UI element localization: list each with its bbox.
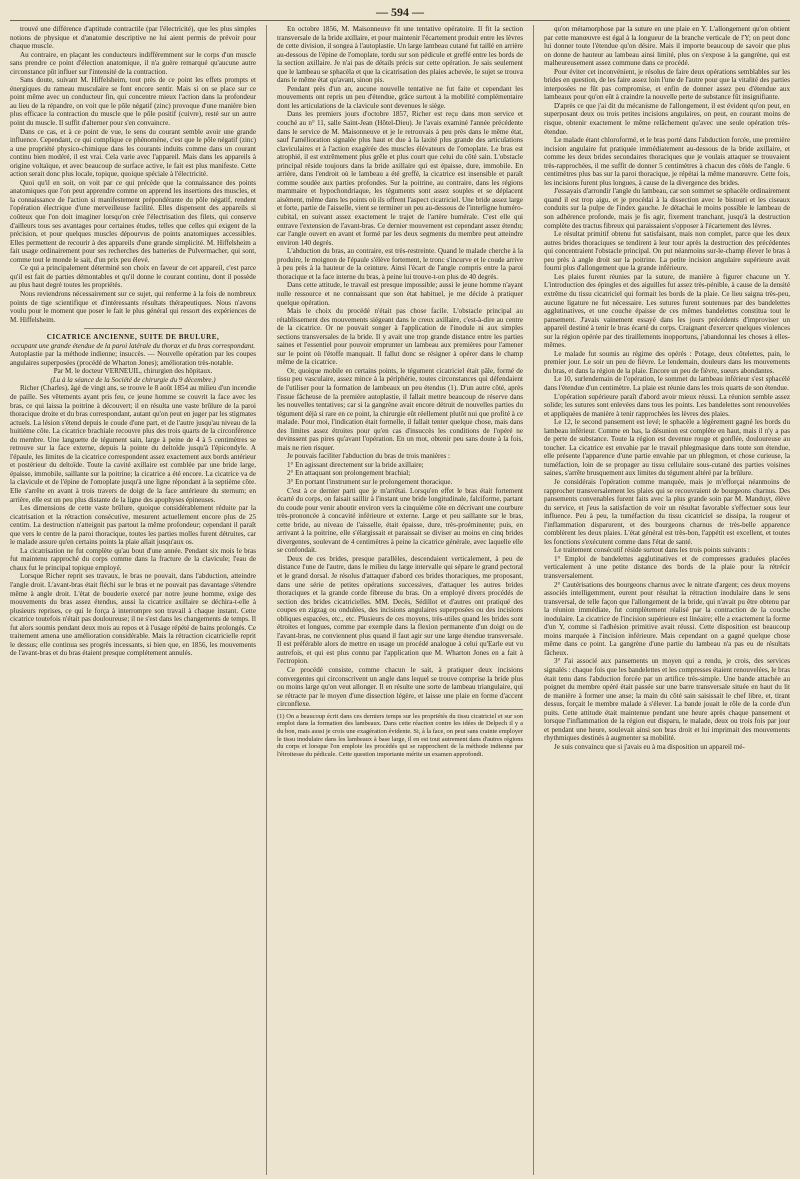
paragraph: qu'on métamorphose par la suture en une plaie en Y. L'allongement qu'on obtient par cette manœuvre est égal à la longueur de la branche verticale de l'Y; on peut donc lui donner toute l'étendue qu'on désire. Mais il importe beaucoup de savoir que plus on donne de hauteur au lambeau ainsi limité, plus on s'expose à la gangrène, qui est malheureusement assez commune dans ce procédé. (544, 25, 790, 68)
paragraph: Je pouvais faciliter l'abduction du bras de trois manières : (287, 452, 451, 461)
paragraph: Ce qui a principalement déterminé son choix en faveur de cet appareil, c'est parce qu'il est fait de parties démontables et qu'il donne le courant continu, dont il possède au plus haut degré toutes les propriétés. (10, 264, 256, 290)
column-middle-paragraphs (277, 25, 523, 709)
article-subheading: occupant une grande étendue de la paroi latérale du thorax et du bras correspondant. (10, 341, 256, 350)
paragraph: Je considérais l'opération comme manquée, mais je m'efforçai néanmoins de rapprocher transversalement les plaies qui se recouvraient de bourgeons charnus. Des pansements convenables furent faits avec la plus grande soin par M. Manduyt, élève du service, et j'eus la satisfaction de voir un résultat favorable s'effectuer sous leur influence. Peu à peu, la tuméfaction du tissu cicatriciel se dissipa, la rougeur et l'inflammation disparurent, et des bourgeons charnus de très-belle apparence comblèrent les deux plaies. L'état général est très-bon, l'appétit est excellent, et toutes les fonctions s'exécutent comme dans l'état de santé. (544, 477, 790, 546)
article-author: Par M. le docteur VERNEUIL, chirurgien des hôpitaux. (53, 367, 213, 376)
article-summary: Autoplastie par la méthode indienne; insuccès. — Nouvelle opération par les coupes angulaires superposées (procédé de Wharton Jones); amélioration très-notable. (10, 350, 256, 367)
paragraph: L'abduction du bras, au contraire, est très-restreinte. Quand le malade cherche à la produire, le moignon de l'épaule s'élève fortement, le tronc s'incurve et le coude arrive à peu près à la hauteur de la ceinture. Ainsi l'écart de l'angle compris entre la paroi thoracique et la face interne du bras, à peine lui trouve-t-on plus de 40 degrés. (277, 247, 523, 281)
paragraph: La cicatrisation ne fut complète qu'au bout d'une année. Pendant six mois le bras fut maintenu rapproché du corps comme dans la fracture de la clavicule; l'eau de chaux fut le principal topique employé. (10, 546, 256, 572)
footnote: (1) On a beaucoup écrit dans ces derniers temps sur les propriétés du tissu cicatriciel et sur son emploi dans la formation des lambeaux. Dans cette réaction contre les idées de Delpech il y a du bon, mais aussi je crois une exagération évidente. Si, à la face, on peut sans crainte employer le tissu inodulaire dans les lambeaux à base large, il en est tout autrement dans d'autres régions du corps et lorsque l'on emploie les procédés qui se rapprochent de la méthode indienne par l'étroitesse du pédicule. Cette question importante mérite un examen approfondi. (277, 709, 523, 759)
paragraph: Deux de ces brides, presque parallèles, descendaient verticalement, à peu de distance l'une de l'autre, dans le milieu du large intervalle qui sépare le grand pectoral et le grand dorsal. Je résolus d'attaquer d'abord ces brides thoraciques, me proposant, dans une série de petites opérations successives, d'attaquer les autres brides thoraciques et la grande corde fibreuse du bras. On a employé divers procédés de section des brides cicatricielles. MM. Decès, Sédillot et d'autres ont pratiqué des coupes en zigzag ou ondulées, des incisions angulaires superposées ou des incisions obliques espacées, etc., etc. Plusieurs de ces moyens, très-utiles quand les brides sont étroites et longues, comme par exemple dans la flexion permanente d'un doigt ou de l'avant-bras, ne conviennent plus quand il faut agir sur une large étendue transversale. Il est préférable alors de mettre en usage un procédé analogue à celui qu'Earle eut vu autrefois, et qui est plus connu par l'application que M. Wharton Jones en a fait à l'ectropion. (277, 554, 523, 666)
paragraph: 3° J'ai associé aux pansements un moyen qui a rendu, je crois, des services signalés : chaque fois que les bandelettes et les compresses étaient renouvelées, le bras était tenu dans l'abduction forcée par un artifice très-simple. Une bande attachée au poignet du membre opéré était passée sur une barre transversale située en haut du lit de manière à former une anse; la main du côté sain saisissait le chef libre, et, tirant dessus, forçait le membre malade à s'élever. La bande jouait le rôle de la corde d'un puits. Cette attitude était maintenue pendant une heure après chaque pansement et lorsque l'inflammation de la région eut disparu, le malade, deux ou trois fois par jour et pendant une heure, soulevait ainsi son bras droit et lui imprimait des mouvements rhythmiques destinés à augmenter sa mobilité. (544, 657, 790, 743)
paragraph: En octobre 1856, M. Maisonneuve fit une tentative opératoire. Il fit la section transversale de la bride axillaire, et pour maintenir l'écartement produit entre les lèvres de cette division, il songea à l'autoplastie. Un large lambeau cutané fut taillé en arrière au-dessous de l'épine de l'omoplate, tordu sur son pédicule et greffé entre les bords de la section axillaire. Je n'ai pas de détails précis sur cette opération. Je sais seulement que le lambeau se sphacéla et que la cicatrisation des plaies achevée, le sujet se trouva dans le même état qu'avant, sinon pis. (277, 25, 523, 85)
paragraph: J'essayais d'arrondir l'angle du lambeau, car son sommet se sphacèle ordinairement quand il est trop aigu, et je procédai à la dissection avec le bistouri et les ciseaux conduits sur la pulpe de l'index gauche. Je détachai le moins possible le lambeau de son adhérence profonde, mais je fis agir, fixement tranchant, jusqu'à la destruction complète des tractus fibreux qui paraissaient s'opposer à l'écartement des lèvres. (544, 187, 790, 230)
paragraph: Mais le choix du procédé n'était pas chose facile. L'obstacle principal au rétablissement des mouvements siégeant dans le creux axillaire, c'est-à-dire au centre de la cicatrice. Or ne pouvait songer à l'application de l'inodule ni aux simples sections transversales de la bride. Il y avait une trop grande distance entre les parties saines et l'essentiel pour pouvoir emprunter un lambeau aux premières pour l'amener sur le point où l'étoffe manquait. Il fallut donc se résigner à opérer dans le champ même de la cicatrice. (277, 307, 523, 367)
paragraph: D'après ce que j'ai dit du mécanisme de l'allongement, il est évident qu'on peut, en superposant deux ou trois petites incisions angulaires, on peut, en courant moins de risque, obtenir exactement le même relâchement qu'avec une seule opération très-étendue. (544, 101, 790, 136)
paragraph: Lorsque Richer reprit ses travaux, le bras ne pouvait, dans l'abduction, atteindre l'angle droit. L'avant-bras était fléchi sur le bras et ne pouvait pas davantage s'étendre même à angle droit. L'état de bouderie exercé par notre jeune homme, exige des mouvements du bras assez étendus, aussi la cicatrice axillaire se déchira-t-elle à plusieurs reprises, ce qui le força à interrompre son travail à chaque instant. Cette cicatrice toutefois n'était pas douloureuse; il ne s'est dans les changements de temps. Il fut alors soumis pendant deux mois au repos et à l'usage répété de bains prolongés. Ce traitement amena une amélioration considérable. Mais la rétraction cicatricielle reprit le dessus; elle continua ses progrès incessants, si bien que, en 1856, les mouvements de l'avant-bras et du bras étaient presque complétement annulés. (10, 572, 256, 658)
column-right (544, 25, 790, 1175)
header-rule (10, 20, 790, 21)
paragraph: 3° En portant l'instrument sur le prolongement thoracique. (287, 477, 453, 486)
column-left-paragraphs (10, 25, 256, 324)
paragraph: L'opération supérieure paraît d'abord avoir mieux réussi. La réunion semble assez solide; les sutures sont enlevées dans tous les points. Les bandelettes sont renouvelées et appliquées de manière à tenir rapprochées les lèvres des plaies. (544, 392, 790, 418)
paragraph: Le malade fut soumis au régime des opérés : Potage, deux côtelettes, pain, le premier jour. Le soir un peu de fièvre. Le lendemain, douleurs dans les mouvements du bras, et dans la région de la plaie. Encore un peu de fièvre, sueurs abondantes. (544, 349, 790, 375)
paragraph: Dans ce cas, et à ce point de vue, le sens du courant semble avoir une grande influence. Cependant, ce qui complique ce phénomène, c'est que le pôle négatif (zinc) a une propriété physico-chimique dans les courants induits comme dans un courant continu bien modéré, il est vrai. Cela varie avec l'appareil. Mais dans les appareils à origine voltaïque, et avec beaucoup de surface active, le fait est plus manifeste. Cette action serait donc plus locale, topique, quoique spéciale à l'électricité. (10, 127, 256, 179)
paragraph: trouvé une différence d'aptitude contractile (par l'électricité), que les plus simples notions de physique et d'anatomie descriptive ne lui aient permis de prévoir pour chaque muscle. (10, 25, 256, 51)
paragraph: Le malade étant chloroformé, et le bras porté dans l'abduction forcée, une première incision angulaire fut pratiquée immédiatement au-dessous de la bride axillaire, et comme les deux brides secondaires thoraciques que je voulais attaquer se trouvaient très-rapprochées, il me suffit de donner 5 centimètres à chacun des côtés de l'angle. 6 centimètres plus bas sur la paroi thoracique, je répétai la même manœuvre. Cette fois, les incisions furent plus longues, à cause de la divergence des brides. (544, 136, 790, 187)
page-number: — 594 — (376, 5, 424, 19)
paragraph: Quoi qu'il en soit, on voit par ce qui précède que la connaissance des points anatomiques que l'on peut apprendre comme on apprend les insertions des muscles, et la connaissance de l'action si manifestement prépondérante du pôle négatif, rendent l'opération électrique d'une merveilleuse facilité. Elles dispensent des appareils si coûteux que l'on doit imaginer lorsqu'on crée l'électrisation des filets, qui conserve d'ailleurs tous ses avantages pour certaines études, telles que celles qui exigent de la précision, et pour quelques muscles dépourvus de points anatomiques accessibles. Elles permettent de recourir à des appareils d'une grande simplicité. M. Hiffelsheim a fait usage ordinairement pour ses recherches des batteries de Pulvermacher, qui sont, comme tout le monde le sait, d'un prix peu élevé. (10, 178, 256, 264)
column-separator (266, 25, 267, 1175)
paragraph: Le 12, le second pansement est levé; le sphacèle a légèrement gagné les bords du lambeau inférieur. Comme en bas, la désunion est complète en haut, mais il n'y a pas de perte de substance. Toute la région est devenue rouge et gonflée, douloureuse au toucher. La cicatrice est envahie par le travail phlegmasique dans toute son étendue, elle présente l'apparence d'une partie envahie par un phlegmon, et chose curieuse, la tuméfaction, loin de se propager au tissu cellulaire sous-cutané des parties voisines saines, s'arrête brusquement aux limites du tégument altéré par la brûlure. (544, 418, 790, 478)
paragraph: Richer (Charles), âgé de vingt ans, se trouve le 8 août 1854 au milieu d'un incendie de paille. Ses vêtements ayant pris feu, ce jeune homme se couvrit la face avec les bras, ce qui laissa la poitrine à découvert; il en résulta une vaste brûlure de la paroi thoracique droite et du bras correspondant, autant qu'on peut en juger par les stigmates actuels. La lésion s'étend depuis le coude d'une part, et de l'autre jusqu'au niveau de la huitième côte. La cicatrice brachiale recouvre plus des trois quarts de la circonférence du membre. Une languette de tégument sain, large à peine de 4 à 5 centimètres se retrouve sur la face externe, depuis la pointe du deltoïde jusqu'à l'épicondyle. A l'épaule, les limites de la cicatrice correspondent assez exactement aux bords antérieur et postérieur du deltoïde. Toute la cavité axillaire est comblée par une bride large, épaisse, immobile, saillante sur la poitrine; la cicatrice a été encore. La cicatrice va de la clavicule et de l'épine de l'omoplate jusqu'à une ligne répondant à la septième côte. Elle s'arrête en avant à trois travers de doigt de la face antérieure du sternum; en arrière, elle est un peu plus distante de la ligne des apophyses épineuses. (10, 384, 256, 504)
paragraph: C'est à ce dernier parti que je m'arrêtai. Lorsqu'en effet le bras était fortement écarté du corps, on faisait saillir à l'instant une bride longitudinale, falciforme, partant du coude pour venir aboutir environ vers la cinquième côte en décrivant une courbure très-prononcée à concavité inférieure et externe. Large et peu saillante sur le bras, cette bride, au niveau de l'aisselle, était épaisse, dure, très-proéminente; puis, en arrivant à la poitrine, elle s'élargissait et paraissait se diviser au moins en cinq brides divergentes, soulevant de 4 centimètres à peine la cicatrice générale, avec laquelle elle se confondait. (277, 486, 523, 555)
paragraph: 2° Cautérisations des bourgeons charnus avec le nitrate d'argent; ces deux moyens associés intelligemment, eurent pour résultat la rétraction inodulaire dans le sens transversal, de telle façon que l'allongement de la bride, qui n'avait pu être obtenu par la réunion immédiate, fut complètement réalisé par la contraction de la couche inodulaire. La cicatrice de l'incision supérieure est linéaire; elle a exactement la forme d'un Y, comme si l'adhésion primitive avait réussi. Cette disposition est beaucoup moins marquée à l'incision inférieure. Mais cependant on a gagné quelque chose même dans ce point. La gangrène d'une partie du lambeau n'a pas eu de résultats fâcheux. (544, 580, 790, 657)
column-left-article-paragraphs (10, 384, 256, 658)
column-separator (533, 25, 534, 1175)
paragraph: Le traitement consécutif réside surtout dans les trois points suivants : (554, 546, 750, 555)
paragraph: Pendant près d'un an, aucune nouvelle tentative ne fut faite et cependant les mouvements ont repris un peu d'étendue, grâce surtout à la mobilité complémentaire dont les articulations de la clavicule sont devenues le siège. (277, 84, 523, 110)
paragraph: Nous reviendrons nécessairement sur ce sujet, qui renferme à la fois de nombreux points de tige scientifique et d'intéressants résultats thérapeutiques. Nous n'avons voulu pour le moment que poser le fait le plus général qui ressort des expériences de M. Hiffelsheim. (10, 289, 256, 324)
column-left (10, 25, 256, 1175)
text-columns (10, 25, 790, 1175)
paragraph: 1° Emploi de bandelettes agglutinatives et de compresses graduées placées verticalement à une petite distance des bords de la plaie pour la rétrécir transversalement. (544, 554, 790, 580)
paragraph: Le 10, surlendemain de l'opération, le sommet du lambeau inférieur s'est sphacélé dans l'étendue d'un centimètre. La plaie est réunie dans les trois quarts de son étendue. (544, 375, 790, 392)
paragraph: Dans les premiers jours d'octobre 1857, Richer est reçu dans mon service et couché au n° 11, salle Saint-Jean (Hôtel-Dieu). Je l'avais examiné l'année précédente dans le service de M. Maisonneuve et je le retrouvais à peu près dans le même état, sauf l'amélioration signalée plus haut et due à la laxité plus grande des articulations claviculaires et à l'action exagérée des muscles élévateurs de l'omoplate. Le bras est atrophié, il est extrêmement plus grêle et plus court que celui du côté sain. L'obstacle principal réside toujours dans la bride axillaire qui est épaisse, dure, immobile. En arrière, dans l'endroit où le lambeau a été greffé, la cicatrice est insensible et paraît comme soudée aux parties profondes. Sur la poitrine, au contraire, dans les régions mammaire et hypochondriaque, les téguments sont assez souples et se déplacent aisément, même dans les points où ils offrent l'aspect cicatriciel. Une bride assez large et forte, partie de l'aisselle, vient se terminer un peu au-dessous de l'interligne huméro-cubital, en suivant assez exactement le trajet de l'artère humérale. C'est elle qui entrave l'extension de l'avant-bras. Ce dernier mouvement est cependant assez étendu; car l'angle ouvert en avant et formé par les deux segments du membre peut atteindre environ 140 degrés. (277, 110, 523, 247)
paragraph: Le résultat primitif obtenu fut satisfaisant, mais non complet, parce que les deux autres brides thoraciques se tendirent à leur tour après la destruction des précédentes qui concentraient l'obstacle principal. On put néanmoins sur-le-champ élever le bras à peu près à angle droit sur la poitrine. La petite incision angulaire supérieure avait fourni plus d'allongement que la grande inférieure. (544, 230, 790, 273)
paragraph: Pour éviter cet inconvénient, je résolus de faire deux opérations semblables sur les brides en question, de les faire assez loin l'une de l'autre pour que la vitalité des parties interposées ne fût pas compromise, et enfin de donner assez peu d'étendue aux lambeaux pour qu'on eût à craindre la nouvelle perte de substance fût insignifiante. (544, 67, 790, 102)
paragraph: Les dimensions de cette vaste brûlure, quoique considérablement réduite par la cicatrisation et la rétraction consécutive, mesurent actuellement encore plus de 25 centim. La destruction n'atteignit pas partout la même profondeur; cependant il paraît que vers le centre de la paroi thoracique, toutes les parties molles furent détruites, car le malade assure qu'en certains points la plaie allait jusqu'aux os. (10, 504, 256, 547)
paragraph: 2° En attaquant son prolongement brachial; (287, 469, 411, 478)
paragraph: Or, quoique mobile en certains points, le tégument cicatriciel était pâle, formé de tissu peu vasculaire, assez mince à la périphérie, toutes circonstances qui défendaient de l'utiliser pour la formation de lambeaux un peu étendus (1). D'un autre côté, après l'issue fâcheuse de la première autoplastie, il fallait mettre beaucoup de réserve dans les nouvelles tentatives; car si la gangrène avait encore détruit de nouvelles parties du tégument déjà si rare en ce point, la chirurgie eût réellement plutôt nui que profité à ce malade. Pour moi, l'indication était formelle, il fallait tenter quelque chose, mais dans des limites assez étroites pour qu'en cas d'insuccès les conditions de l'opéré ne devinssent pas pires qu'avant l'opération. En un mot, obtenir peu sans doute à la fois, mais ne rien risquer. (277, 366, 523, 452)
paragraph: Ce procédé consiste, comme chacun le sait, à pratiquer deux incisions convergentes qui circonscrivent un angle dans lequel se trouve comprise la bride plus ou moins large qu'on veut allonger. Il en résulte une sorte de lambeau triangulaire, qui se rétracte par le moyen d'une dissection légère, et laisse une plaie en forme d'accent circonflexe. (277, 666, 523, 709)
paragraph: Au contraire, en plaçant les conducteurs indifféremment sur le corps d'un muscle sans prendre ce point d'élection anatomique, il n'a guère remarqué qu'aucune autre circonstance pût influer sur l'intensité de la contraction. (10, 50, 256, 76)
section-divider (84, 328, 182, 329)
paragraph: 1° En agissant directement sur la bride axillaire; (287, 460, 424, 469)
column-right-paragraphs (544, 25, 790, 751)
column-middle (277, 25, 523, 1175)
paragraph: Je suis convaincu que si j'avais eu à ma disposition un appareil mé- (554, 742, 745, 751)
page-header (10, 4, 790, 20)
paragraph: Sans doute, suivant M. Hiffelsheim, tout près de ce point les effets prompts et énergiques du rameau musculaire se font encore sentir. Mais si on se place sur ce point même avec un conducteur fin, qui concentre mieux l'action dans la profondeur au lieu de la répandre, on voit que le pôle négatif (zinc) provoque d'une manière bien plus efficace la contraction du muscle que le pôle positif (cuivre), resté sur un autre point du muscle. Il suffit d'alterner pour s'en convaincre. (10, 76, 256, 128)
article-heading: CICATRICE ANCIENNE, SUITE DE BRULURE, (46, 333, 220, 342)
paragraph: Les plaies furent réunies par la suture, de manière à figurer chacune un Y. L'introduction des épingles et des aiguilles fut assez très-pénible, à cause de la densité extrême du tissu cicatriciel qui formait les bords de la plaie. Ce lieu saigna très-peu, aucune ligature ne fut nécessaire. Les sutures furent soutenues par des bandelettes agglutinatives, et une couche épaisse de ces mêmes bandelettes constitua tout le pansement. J'avais vainement essayé dans les jours précédents d'improviser un appareil destiné à tenir le bras écarté du corps. Craignant d'exercer quelques violences sur la région opérée par des tiraillements inopportuns, j'abandonnai les choses à elles-mêmes. (544, 272, 790, 350)
article-meeting: (Lu à la séance de la Société de chirurgie du 9 décembre.) (50, 375, 216, 384)
paragraph: Dans cette attitude, le travail est presque impossible; aussi le jeune homme n'ayant nulle ressource et ne connaissant que son état habituel, je me décide à pratiquer quelque opération. (277, 281, 523, 307)
